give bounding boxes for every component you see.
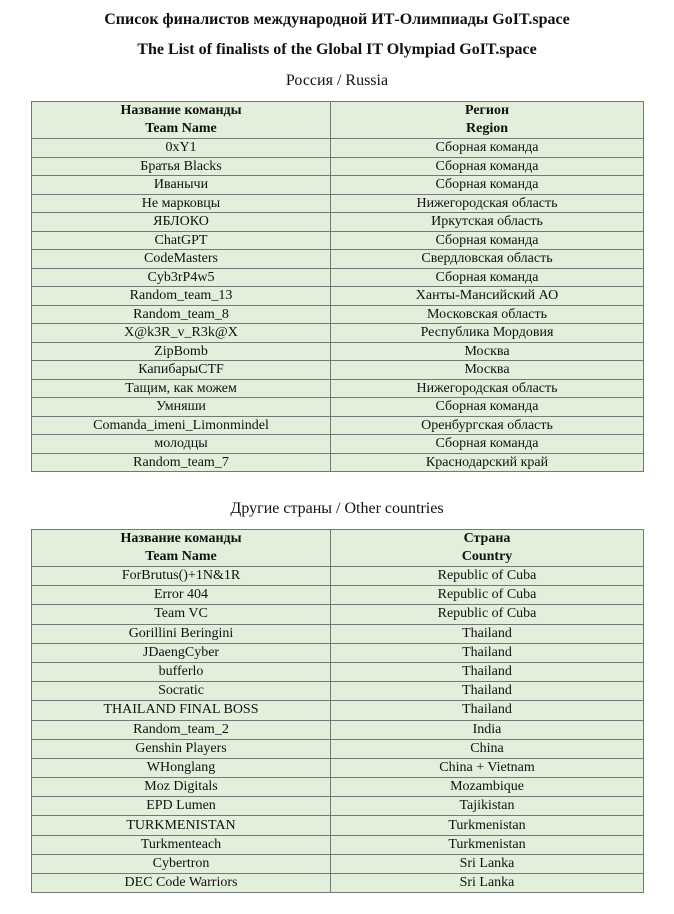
- team-name-cell: КапибарыCTF: [32, 361, 331, 380]
- table-row: [32, 835, 644, 854]
- team-name-cell: Random_team_8: [32, 305, 331, 324]
- region-cell: Нижегородская область: [331, 194, 644, 213]
- country-cell: China + Vietnam: [331, 758, 644, 777]
- country-cell: Republic of Cuba: [331, 605, 644, 624]
- table-row: [32, 139, 644, 158]
- table-row: [32, 816, 644, 835]
- region-cell: Москва: [331, 361, 644, 380]
- table-row: [32, 567, 644, 586]
- region-cell: Сборная команда: [331, 157, 644, 176]
- team-name-cell: Братья Blacks: [32, 157, 331, 176]
- table-row: [32, 624, 644, 643]
- table-row: [32, 720, 644, 739]
- team-name-cell: Moz Digitals: [32, 778, 331, 797]
- team-name-cell: Turkmenteach: [32, 835, 331, 854]
- team-name-cell: DEC Code Warriors: [32, 874, 331, 893]
- column-header-label-en: Region: [466, 121, 508, 136]
- table-row: [32, 194, 644, 213]
- document-title-ru: Список финалистов международной ИТ-Олимпиады GoIT.space: [104, 11, 570, 28]
- table-row: [32, 739, 644, 758]
- other-countries-finalists-table: [31, 529, 644, 893]
- country-cell: India: [331, 720, 644, 739]
- column-header-label-en: Team Name: [145, 549, 217, 564]
- table-row: [32, 287, 644, 306]
- team-name-cell: ZipBomb: [32, 342, 331, 361]
- team-name-cell: молодцы: [32, 435, 331, 454]
- table-row: [32, 398, 644, 417]
- country-cell: Thailand: [331, 643, 644, 662]
- team-name-cell: Genshin Players: [32, 739, 331, 758]
- team-name-cell: EPD Lumen: [32, 797, 331, 816]
- team-name-cell: ЯБЛОКО: [32, 213, 331, 232]
- column-header-label-en: Team Name: [145, 121, 217, 136]
- table-row: [32, 250, 644, 269]
- team-name-cell: ChatGPT: [32, 231, 331, 250]
- team-name-cell: Socratic: [32, 682, 331, 701]
- region-cell: Сборная команда: [331, 268, 644, 287]
- country-cell: Thailand: [331, 682, 644, 701]
- country-cell: Mozambique: [331, 778, 644, 797]
- section-title-russia: Россия / Russia: [285, 72, 389, 89]
- region-cell: Москва: [331, 342, 644, 361]
- table-row: [32, 758, 644, 777]
- team-name-cell: Error 404: [32, 586, 331, 605]
- table-row: [32, 453, 644, 472]
- team-name-cell: Cybertron: [32, 854, 331, 873]
- column-header-region: [331, 102, 644, 139]
- country-cell: Republic of Cuba: [331, 567, 644, 586]
- column-header-country: [331, 530, 644, 567]
- table-header-row: [32, 530, 644, 567]
- team-name-cell: Random_team_2: [32, 720, 331, 739]
- region-cell: Краснодарский край: [331, 453, 644, 472]
- table-row: [32, 157, 644, 176]
- country-cell: Thailand: [331, 624, 644, 643]
- country-cell: Thailand: [331, 662, 644, 681]
- region-cell: Ханты-Мансийский АО: [331, 287, 644, 306]
- team-name-cell: Gorillini Beringini: [32, 624, 331, 643]
- table-row: [32, 586, 644, 605]
- team-name-cell: bufferlo: [32, 662, 331, 681]
- team-name-cell: X@k3R_v_R3k@X: [32, 324, 331, 343]
- table-row: [32, 701, 644, 720]
- table-row: [32, 874, 644, 893]
- table-row: [32, 305, 644, 324]
- table-row: [32, 416, 644, 435]
- section-title-other-countries: Другие страны / Other countries: [230, 500, 444, 517]
- table-row: [32, 324, 644, 343]
- table-row: [32, 213, 644, 232]
- country-cell: Sri Lanka: [331, 854, 644, 873]
- country-cell: Sri Lanka: [331, 874, 644, 893]
- country-cell: Turkmenistan: [331, 816, 644, 835]
- team-name-cell: Team VC: [32, 605, 331, 624]
- table-row: [32, 662, 644, 681]
- column-header-label-ru: Название команды: [120, 103, 242, 118]
- table-row: [32, 361, 644, 380]
- table-row: [32, 176, 644, 195]
- team-name-cell: JDaengCyber: [32, 643, 331, 662]
- team-name-cell: Cyb3rP4w5: [32, 268, 331, 287]
- country-cell: China: [331, 739, 644, 758]
- team-name-cell: Random_team_7: [32, 453, 331, 472]
- country-cell: Republic of Cuba: [331, 586, 644, 605]
- table-row: [32, 268, 644, 287]
- table-row: [32, 682, 644, 701]
- region-cell: Сборная команда: [331, 139, 644, 158]
- table-row: [32, 231, 644, 250]
- document-title-en: The List of finalists of the Global IT Olympiad GoIT.space: [137, 41, 537, 58]
- column-header-label-ru: Страна: [463, 531, 511, 546]
- table-row: [32, 854, 644, 873]
- region-cell: Сборная команда: [331, 435, 644, 454]
- team-name-cell: Тащим, как можем: [32, 379, 331, 398]
- column-header-team-name: [32, 102, 331, 139]
- table-row: [32, 379, 644, 398]
- table-row: [32, 435, 644, 454]
- table-row: [32, 605, 644, 624]
- region-cell: Республика Мордовия: [331, 324, 644, 343]
- region-cell: Нижегородская область: [331, 379, 644, 398]
- region-cell: Иркутская область: [331, 213, 644, 232]
- russia-finalists-table: [31, 101, 644, 472]
- region-cell: Сборная команда: [331, 398, 644, 417]
- country-cell: Tajikistan: [331, 797, 644, 816]
- region-cell: Свердловская область: [331, 250, 644, 269]
- country-cell: Thailand: [331, 701, 644, 720]
- column-header-label-ru: Название команды: [120, 531, 242, 546]
- table-row: [32, 643, 644, 662]
- team-name-cell: CodeMasters: [32, 250, 331, 269]
- team-name-cell: Умняши: [32, 398, 331, 417]
- table-header-row: [32, 102, 644, 139]
- team-name-cell: 0xY1: [32, 139, 331, 158]
- table-row: [32, 778, 644, 797]
- column-header-team-name: [32, 530, 331, 567]
- team-name-cell: Не марковцы: [32, 194, 331, 213]
- team-name-cell: Иванычи: [32, 176, 331, 195]
- table-row: [32, 797, 644, 816]
- region-cell: Московская область: [331, 305, 644, 324]
- column-header-label-ru: Регион: [464, 103, 510, 118]
- country-cell: Turkmenistan: [331, 835, 644, 854]
- team-name-cell: Comanda_imeni_Limonmindel: [32, 416, 331, 435]
- russia-table-body: [32, 139, 644, 472]
- table-row: [32, 342, 644, 361]
- team-name-cell: ForBrutus()+1N&1R: [32, 567, 331, 586]
- other-countries-table-body: [32, 567, 644, 893]
- team-name-cell: WHonglang: [32, 758, 331, 777]
- region-cell: Сборная команда: [331, 231, 644, 250]
- column-header-label-en: Country: [461, 549, 513, 564]
- region-cell: Сборная команда: [331, 176, 644, 195]
- team-name-cell: THAILAND FINAL BOSS: [32, 701, 331, 720]
- region-cell: Оренбургская область: [331, 416, 644, 435]
- team-name-cell: TURKMENISTAN: [32, 816, 331, 835]
- team-name-cell: Random_team_13: [32, 287, 331, 306]
